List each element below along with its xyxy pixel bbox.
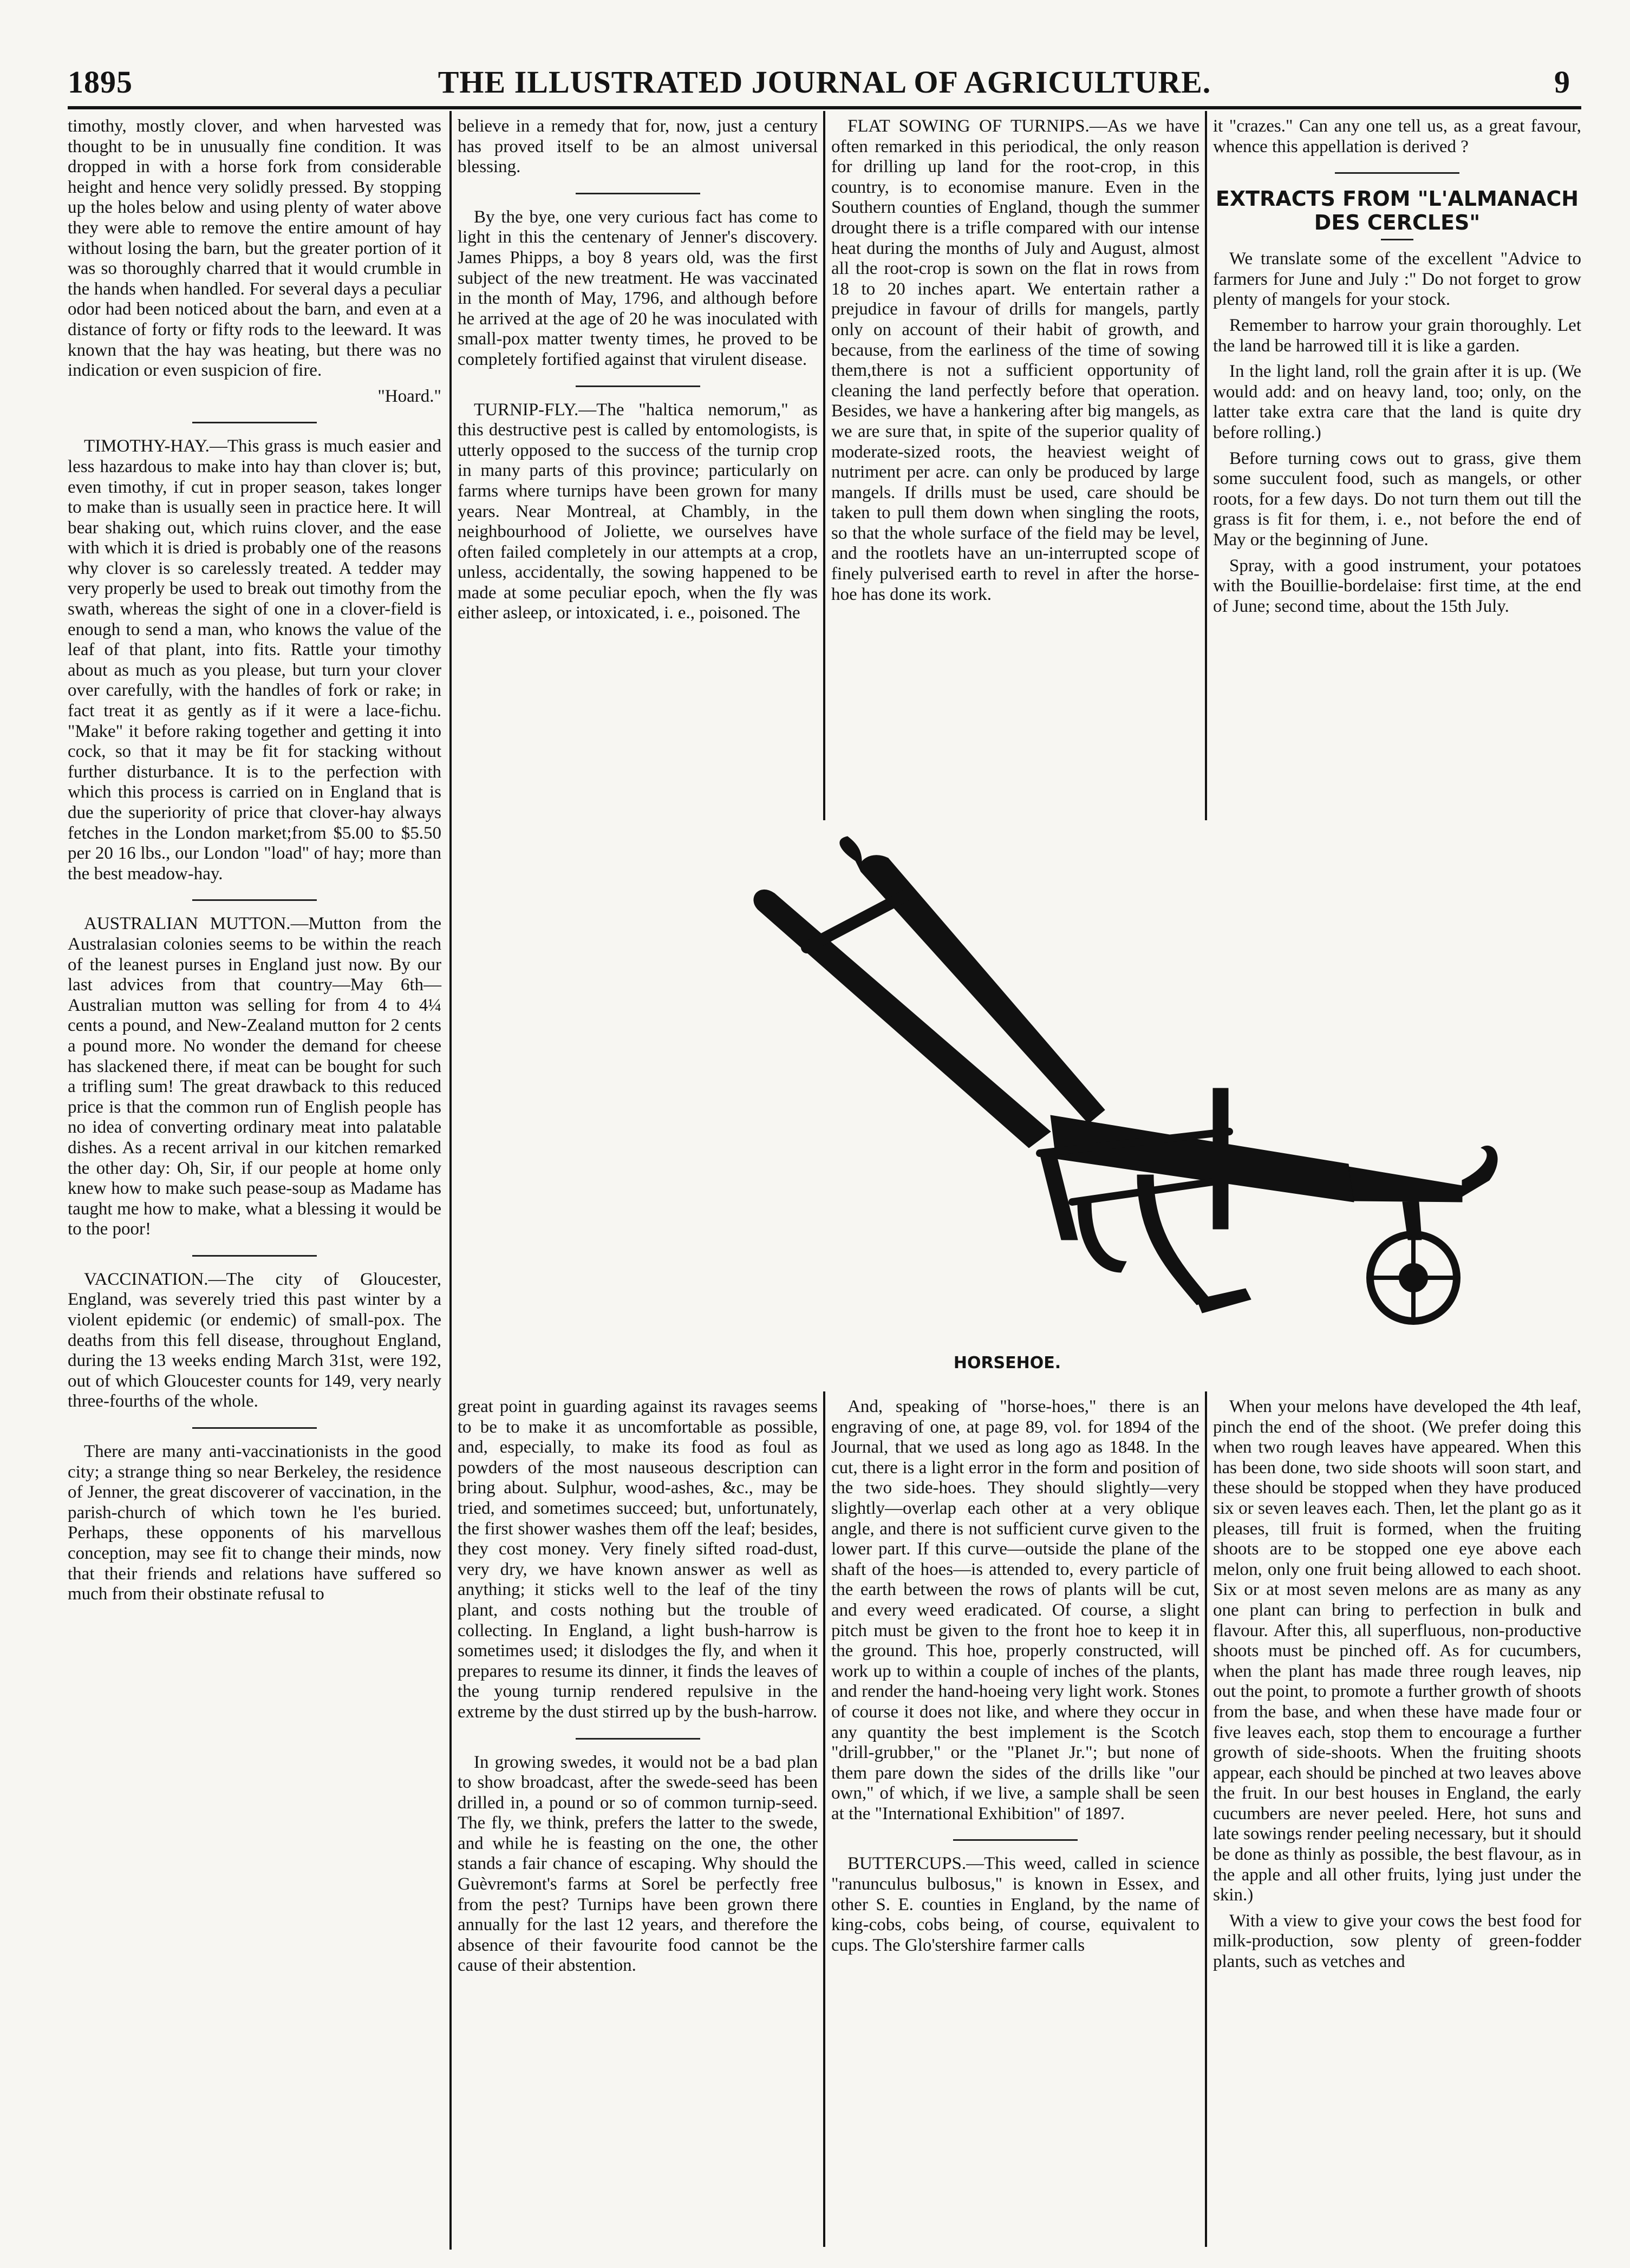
- front-hook: [1462, 1146, 1497, 1197]
- article-paragraph: it "crazes." Can any one tell us, as a great favour, whence this appellation is derived ?: [1213, 116, 1581, 156]
- journal-title: THE ILLUSTRATED JOURNAL OF AGRICULTURE.: [438, 64, 1211, 100]
- header-year: 1895: [68, 64, 133, 100]
- signature: "Hoard.": [377, 386, 441, 406]
- running-header: [68, 64, 1581, 107]
- horsehoe-illustration: [726, 828, 1570, 1343]
- article-paragraph: great point in guarding against its ravages seems to be to make it as uncomfortable as possible, and, especially, to make its food as foul as powders of the most nauseous description can bring about. Sulphur, wood-ashes, &c., may be tried, and sometimes succeed; but, unfortunately, the first shower washes them off the leaf; besides, they cost money. Very finely sifted road-dust, very dry, we have known answer as well as anything; it sticks well to the leaf of the tiny plant, and costs nothing but the trouble of collecting. In England, a light bush-harrow is sometimes used; it dislodges the fly, and when it prepares to resume its dinner, it finds the leaves of the young turnip rendered repulsive in the extreme by the dust stirred up by the bush-harrow.: [458, 1397, 818, 1722]
- article-paragraph: In growing swedes, it would not be a bad plan to show broadcast, after the swede-seed has been drilled in, a pound or so of common turnip-seed. The fly, we think, prefers the latter to the swede, and while he is feasting on the one, the other stands a fair chance of escaping. Why should the Guèvremont's farms at Sorel be perfectly free from the pest? Turnips have been grown there annually for the last 12 years, and therefore the absence of their favourite food cannot be the cause of their abstention.: [458, 1752, 818, 1976]
- article-paragraph: timothy, mostly clover, and when harvested was thought to be in unusually fine condition. It was dropped in with a horse fork from considerable height and hence very solidly pressed. By stopping up the holes below and using plenty of water above they were able to remove the entire amount of hay without losing the barn, but the greater portion of it was so thoroughly charred that it would crumble in the hands when handled. For several days a peculiar odor had been noticed about the barn, and even at a distance of forty or fifty rods to the leeward. It was known that the hay was heating, but there was no indication or even suspicion of fire.: [68, 116, 441, 381]
- separator: [192, 422, 317, 423]
- article-flat-sowing: FLAT SOWING OF TURNIPS.—As we have often remarked in this periodical, the only reason for drilling up land for the root-crop, in this country, is to economise manure. Even in the Southern counties of England, though the summer drought there is a trifle compared with our intense heat during the months of July and August, almost all the root-crop is sown on the flat in rows from 18 to 20 inches apart. We entertain rather a prejudice in favour of drills for mangels, partly only on account of their habit of growth, and because, from the earliness of the time of sowing them,there is not a sufficient opportunity of cleaning the land perfectly before that operation. Besides, we have a hankering after big mangels, as we are sure that, in spite of the superior quality of moderate-sized roots, the heaviest weight of nutriment per acre. can only be produced by large mangels. If drills must be used, care should be taken to pull them down when singling the roots, so that the whole surface of the field may be level, and the rootlets have an un-interrupted scope of finely pulverised earth to revel in after the horse-hoe has done its work.: [831, 116, 1199, 604]
- hoe-shank: [1078, 1202, 1126, 1272]
- article-buttercups: BUTTERCUPS.—This weed, called in science "ranunculus bulbosus," is known in Essex, and other S. E. counties in England, by the name of king-cobs, cobs being, of course, equivalent to cups. The Glo'stershire farmer calls: [831, 1854, 1199, 1955]
- column-rule: [823, 1391, 825, 2247]
- column-2-bottom: [458, 1397, 818, 1982]
- article-paragraph: When your melons have developed the 4th leaf, pinch the end of the shoot. (We prefer doing this when two rough leaves have appeared. When this has been done, two side shoots will soon start, and these should be stopped when they have produced six or seven leaves each. Then, let the plant go as it pleases, till fruit is formed, when the fruiting shoots are to be stopped one eye above each melon, only one fruit being allowed to each shoot. Six or at most seven melons are as many as any one plant can bring to perfection in bulk and flavour. After this, all superfluous, non-productive shoots must be pinched off. As for cucumbers, when the plant has made three rough leaves, nip out the point, to promote a further growth of shoots from the base, and when these have made four or five leaves each, stop them to encourage a further growth of side-shoots. When the fruiting shoots appear, each should be pinched at two leaves above the fruit. In our best houses in England, the early cucumbers are never peeled. Here, hot suns and late sowings render peeling necessary, but it should be done as thinly as possible, the best flavour, as in the apple and all other fruits, lying just under the skin.): [1213, 1397, 1581, 1905]
- column-3-top: [831, 116, 1199, 610]
- section-heading: EXTRACTS FROM "L'ALMANACH DES CERCLES": [1215, 187, 1579, 235]
- hoe-shank: [1137, 1175, 1210, 1305]
- separator: [576, 193, 700, 194]
- beam-front: [1348, 1167, 1462, 1202]
- article-paragraph: We translate some of the excellent "Advice to farmers for June and July :" Do not forget to grow plenty of mangels for your stock.: [1213, 249, 1581, 310]
- column-1: [68, 116, 441, 1610]
- beam: [1051, 1115, 1354, 1202]
- article-australian-mutton: AUSTRALIAN MUTTON.—Mutton from the Australasian colonies seems to be within the reach of the leanest purses in England just now. By our last advices from that country—May 6th—Australian mutton was selling for from 4 to 4¼ cents a pound, and New-Zealand mutton for 2 cents a pound more. No wonder the demand for cheese has slackened there, if meat can be bought for such a trifling sum! The great drawback to this reduced price is that the common run of English people has no idea of converting ordinary meat into palatable dishes. As a recent arrival in our kitchen remarked the other day: Oh, Sir, if our people at home only knew how to make such pease-soup as Madame has taught me how to make, what a blessing it would be to the poor!: [68, 914, 441, 1239]
- article-paragraph: By the bye, one very curious fact has come to light in this the centenary of Jenner's discovery. James Phipps, a boy 8 years old, was the first subject of the new treatment. He was vaccinated in the month of May, 1796, and although before he arrived at the age of 20 he was inoculated with small-pox matter twenty times, he proved to be completely fortified against that virulent disease.: [458, 207, 818, 369]
- wheel: [1370, 1234, 1457, 1321]
- separator: [576, 385, 700, 387]
- upright-post: [1213, 1088, 1228, 1229]
- separator: [576, 1738, 700, 1740]
- column-4-top: [1213, 116, 1581, 622]
- header-rule: [68, 106, 1581, 109]
- separator: [1335, 172, 1459, 174]
- article-paragraph: Before turning cows out to grass, give them some succulent food, such as mangels, or other roots, for a few days. Do not turn them out till the grass is fit for them, i. e., not before the end of May or the beginning of June.: [1213, 448, 1581, 550]
- handle-grip: [840, 836, 862, 872]
- column-rule: [449, 111, 452, 2250]
- article-paragraph: Spray, with a good instrument, your potatoes with the Bouillie-bordelaise: first time, at the end of June; second time, about the 15th July.: [1213, 555, 1581, 616]
- column-2-top: [458, 116, 818, 629]
- handle-crossbar: [807, 893, 910, 947]
- column-rule: [1205, 111, 1207, 820]
- page-number: 9: [1554, 64, 1570, 100]
- column-rule: [823, 111, 825, 820]
- article-timothy-hay: TIMOTHY-HAY.—This grass is much easier and less hazardous to make into hay than clover is; but, even timothy, if cut in proper season, takes longer to make than is usually seen in practice here. It will bear shaking out, which ruins clover, and the ease with which it is dried is probably one of the reasons why clover is so carelessly treated. A tedder may very properly be used to break out timothy from the swath, whereas the sight of one in a clover-field is enough to send a man, who knows the value of the leaf of that plant, into fits. Rattle your timothy about as much as you please, but turn your clover over carefully, with the handles of fork or rake; in fact treat it as gently as if it were a lace-fichu. "Make" it before raking together and getting it into cock, so that it may be fit for stacking without further disturbance. It is to the perfection with which this process is carried on in England that is due the superiority of price that clover-hay always fetches in the London market;from $5.00 to $5.50 per 20 16 lbs., our London "load" of hay; more than the best meadow-hay.: [68, 436, 441, 884]
- article-paragraph: believe in a remedy that for, now, just a century has proved itself to be an almost universal blessing.: [458, 116, 818, 177]
- figure-caption: HORSEHOE.: [953, 1354, 1061, 1372]
- separator: [953, 1839, 1078, 1841]
- separator: [192, 899, 317, 901]
- separator: [1381, 239, 1413, 240]
- article-horse-hoes: And, speaking of "horse-hoes," there is an engraving of one, at page 89, vol. for 1894 of the Journal, that we used as long ago as 1848. In the cut, there is a light error in the form and position of the two side-hoes. They should slightly—very slightly—overlap each other at a very oblique angle, and there is not sufficient curve given to the lower part. If this curve—outside the plane of the shaft of the hoes—is attended to, every particle of the earth between the rows of plants will be cut, and every weed eradicated. Of course, a slight pitch must be given to the front hoe to keep it in the ground. This hoe, properly constructed, will work up to within a couple of inches of the plants, and render the hand-hoeing very light work. Stones of course it does not like, and where they occur in any quantity the best implement is the Scotch "drill-grubber," or the "Planet Jr."; but none of them pare down the sides of the drills like "our own," of which, if we live, a sample shall be seen at the "International Exhibition" of 1897.: [831, 1397, 1199, 1823]
- article-paragraph: In the light land, roll the grain after it is up. (We would add: and on heavy land, too; only, on the latter take extra care that the land is quite dry before rolling.): [1213, 362, 1581, 442]
- article-vaccination: VACCINATION.—The city of Gloucester, England, was severely tried this past winter by a violent epidemic (or endemic) of small-pox. The deaths from this fell disease, throughout England, during the 13 weeks ending March 31st, were 192, out of which Gloucester counts for 149, very nearly three-fourths of the whole.: [68, 1269, 441, 1411]
- separator: [192, 1255, 317, 1257]
- separator: [192, 1427, 317, 1429]
- article-paragraph: There are many anti-vaccinationists in the good city; a strange thing so near Berkeley, the residence of Jenner, the great discoverer of vaccination, in the parish-church of which town he l'es buried. Perhaps, these opponents of his marvellous conception, may see fit to change their minds, now that their friends and relations have suffered so much from their obstinate refusal to: [68, 1442, 441, 1604]
- article-turnip-fly: TURNIP-FLY.—The "haltica nemorum," as this destructive pest is called by entomologists, is utterly opposed to the success of the turnip crop in many parts of this province; particularly on farms where turnips have been grown for many years. Near Montreal, at Chambly, in the neighbourhood of Joliette, we ourselves have often failed completely in our attempts at a crop, unless, accidentally, the sowing happened to be made at some peculiar epoch, when the fly was either asleep, or intoxicated, i. e., poisoned. The: [458, 400, 818, 623]
- article-paragraph: With a view to give your cows the best food for milk-production, sow plenty of green-fodder plants, such as vetches and: [1213, 1911, 1581, 1972]
- article-paragraph: Remember to harrow your grain thoroughly. Let the land be harrowed till it is like a garden.: [1213, 315, 1581, 356]
- column-rule: [1205, 1391, 1207, 2247]
- column-3-bottom: [831, 1397, 1199, 1961]
- column-4-bottom: [1213, 1397, 1581, 1978]
- side-frame: [1040, 1153, 1078, 1240]
- hoe-blade: [1197, 1289, 1251, 1313]
